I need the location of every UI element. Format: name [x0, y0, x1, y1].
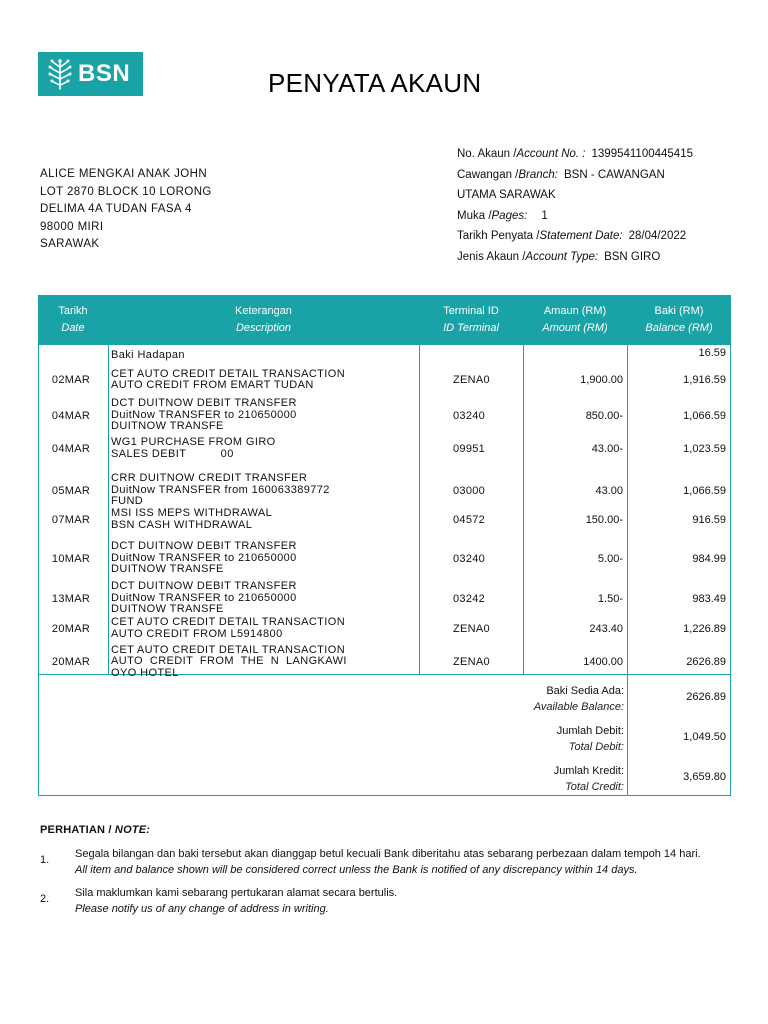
- description-line: OYO HOTEL: [111, 666, 179, 679]
- pages-row: [457, 206, 693, 227]
- notes-title: [40, 824, 150, 836]
- description-line: AUTO CREDIT FROM EMART TUDAN: [111, 379, 314, 391]
- cell-amount: 43.00-: [591, 442, 623, 455]
- account-number-value: 1399541100445415: [591, 148, 693, 160]
- available-balance-label-en: Available Balance:: [533, 701, 624, 713]
- total-debit-label-ms: Jumlah Debit:: [556, 725, 624, 737]
- header-date-ms: Tarikh: [58, 305, 88, 317]
- column-divider: [627, 675, 628, 795]
- description-line: SALES DEBIT 00: [111, 447, 234, 460]
- cell-date: 04MAR: [51, 442, 91, 455]
- cell-terminal: ZENA0: [453, 374, 490, 386]
- cell-date: 04MAR: [51, 409, 91, 422]
- header-terminal-en: ID Terminal: [443, 322, 499, 334]
- cell-description: [109, 617, 420, 640]
- available-balance-label: [534, 683, 624, 715]
- note-number: 2.: [40, 893, 50, 905]
- notes-title-ms: PERHATIAN /: [40, 824, 115, 836]
- description-line: DUITNOW TRANSFE: [111, 420, 224, 433]
- header-amount: [523, 295, 627, 345]
- note-text-ms: Segala bilangan dan baki tersebut akan dianggap betul kecuali Bank diberitahu atas sebarang perbezaan dalam tempoh 14 hari.: [75, 848, 701, 860]
- statement-date-label: Tarikh Penyata /: [457, 230, 540, 242]
- cell-balance: 1,066.59: [683, 484, 726, 497]
- header-terminal: [419, 295, 523, 345]
- address-line: 98000 MIRI: [40, 220, 104, 233]
- available-balance-label-ms: Baki Sedia Ada:: [546, 685, 624, 697]
- total-credit-label-en: Total Credit:: [565, 781, 624, 793]
- cell-description: [109, 581, 420, 616]
- header-description-en: Description: [235, 322, 292, 334]
- table-row: [39, 397, 730, 434]
- header-date: [38, 295, 108, 345]
- header-amount-en: Amount (RM): [542, 322, 608, 334]
- cell-balance: 1,066.59: [683, 409, 726, 422]
- branch-value-2: UTAMA SARAWAK: [457, 189, 556, 201]
- cell-amount: 1.50-: [597, 592, 623, 605]
- address-line: LOT 2870 BLOCK 10 LORONG: [40, 185, 212, 198]
- cell-terminal: ZENA0: [453, 656, 490, 668]
- available-balance-value: 2626.89: [686, 691, 726, 703]
- header-balance-ms: Baki (RM): [654, 305, 704, 317]
- cell-balance: 1,023.59: [683, 442, 726, 455]
- cell-terminal: ZENA0: [453, 622, 490, 635]
- note-text-ms: Sila maklumkan kami sebarang pertukaran alamat secara bertulis.: [75, 887, 398, 899]
- header-description: [108, 295, 419, 345]
- pages-value: 1: [541, 209, 548, 222]
- branch-row: [457, 165, 693, 186]
- table-body: [38, 345, 731, 679]
- table-row: [39, 580, 730, 617]
- pages-label-en: Pages:: [491, 209, 528, 222]
- description-line: FUND: [111, 495, 144, 508]
- pages-label: Muka /: [457, 209, 492, 222]
- header-description-ms: Keterangan: [235, 305, 292, 317]
- address-line: ALICE MENGKAI ANAK JOHN: [40, 168, 208, 180]
- cell-date: 05MAR: [51, 484, 91, 497]
- account-type-value: BSN GIRO: [604, 250, 661, 263]
- branch-value: BSN - CAWANGAN: [564, 168, 665, 181]
- bsn-logo: [38, 52, 143, 96]
- description-line: DCT DUITNOW DEBIT TRANSFER: [111, 580, 297, 593]
- address-line: SARAWAK: [40, 238, 100, 250]
- total-debit-label: [557, 723, 624, 755]
- description-line: Baki Hadapan: [111, 348, 185, 361]
- account-type-label: Jenis Akaun /: [457, 250, 526, 263]
- cell-terminal: 03000: [453, 484, 486, 497]
- cell-balance: 16.59: [698, 347, 726, 359]
- statement-date-row: [457, 226, 693, 247]
- description-line: DuitNow TRANSFER from 160063389772: [111, 483, 330, 496]
- table-row: [39, 436, 730, 461]
- total-credit-label-ms: Jumlah Kredit:: [553, 765, 624, 777]
- description-line: CET AUTO CREDIT DETAIL TRANSACTION: [111, 616, 346, 628]
- header-amount-ms: Amaun (RM): [543, 305, 607, 317]
- cell-balance: 1,226.89: [683, 622, 726, 635]
- cell-amount: 850.00-: [585, 409, 623, 422]
- cell-date: 02MAR: [51, 374, 91, 386]
- cell-date: 07MAR: [51, 513, 91, 526]
- table-row: [39, 540, 730, 577]
- table-row: [39, 472, 730, 509]
- table-row: [39, 507, 730, 532]
- account-number-label: No. Akaun /: [457, 148, 517, 160]
- branch-label: Cawangan /: [457, 168, 519, 181]
- description-line: CRR DUITNOW CREDIT TRANSFER: [111, 472, 308, 485]
- description-line: DuitNow TRANSFER to 210650000: [111, 591, 297, 604]
- table-row: [39, 367, 730, 393]
- header-balance: [627, 295, 731, 345]
- cell-description: [109, 473, 420, 508]
- statement-date-value: 28/04/2022: [628, 230, 687, 242]
- cell-amount: 1400.00: [583, 656, 623, 668]
- description-line: AUTO CREDIT FROM THE N LANGKAWI: [111, 655, 347, 668]
- note-text-en: All item and balance shown will be considered correct unless the Bank is notified of any discrepancy within 14 days.: [75, 864, 638, 876]
- cell-terminal: 09951: [453, 442, 486, 455]
- cell-description: [109, 350, 420, 362]
- table-row: [39, 616, 730, 641]
- address-line: DELIMA 4A TUDAN FASA 4: [40, 203, 192, 215]
- notes-title-en: NOTE:: [114, 824, 151, 836]
- cell-date: 20MAR: [51, 656, 91, 668]
- total-debit-value: 1,049.50: [683, 731, 726, 743]
- cell-description: [109, 437, 420, 460]
- cell-amount: 150.00-: [585, 513, 623, 526]
- note-text-en: Please notify us of any change of address in writing.: [75, 903, 329, 915]
- branch-row-2: [457, 185, 693, 206]
- account-number-label-en: Account No. :: [516, 148, 586, 160]
- cell-description: [109, 508, 420, 531]
- account-number-row: [457, 144, 693, 165]
- cell-amount: 5.00-: [597, 552, 623, 565]
- total-credit-value: 3,659.80: [683, 771, 726, 783]
- description-line: DCT DUITNOW DEBIT TRANSFER: [111, 540, 297, 553]
- description-line: DuitNow TRANSFER to 210650000: [111, 408, 297, 421]
- total-debit-label-en: Total Debit:: [568, 741, 624, 753]
- cell-balance: 1,916.59: [683, 374, 726, 386]
- cell-amount: 43.00: [595, 484, 623, 497]
- cell-description: [109, 369, 420, 392]
- account-details: [457, 144, 693, 267]
- description-line: DuitNow TRANSFER to 210650000: [111, 551, 297, 564]
- cell-terminal: 04572: [453, 513, 486, 526]
- description-line: CET AUTO CREDIT DETAIL TRANSACTION: [111, 643, 346, 656]
- header-terminal-ms: Terminal ID: [443, 305, 499, 317]
- cell-amount: 243.40: [589, 622, 623, 635]
- account-type-label-en: Account Type:: [525, 250, 599, 263]
- cell-date: 20MAR: [51, 622, 91, 635]
- cell-amount: 1,900.00: [580, 374, 623, 386]
- statement-date-label-en: Statement Date:: [539, 230, 623, 242]
- cell-terminal: 03240: [453, 409, 486, 422]
- cell-balance: 916.59: [692, 513, 726, 526]
- branch-label-en: Branch:: [518, 168, 559, 181]
- cell-description: [109, 541, 420, 576]
- description-line: DUITNOW TRANSFE: [111, 603, 224, 616]
- cell-balance: 984.99: [692, 552, 726, 565]
- transactions-table: [38, 295, 731, 796]
- summary-box: [38, 675, 731, 796]
- table-header: [38, 295, 731, 345]
- tree-icon: [46, 57, 74, 91]
- cell-date: 10MAR: [51, 552, 91, 565]
- description-line: AUTO CREDIT FROM L5914800: [111, 627, 283, 640]
- total-credit-label: [554, 763, 624, 795]
- cell-terminal: 03240: [453, 552, 486, 565]
- cell-balance: 983.49: [692, 592, 726, 605]
- description-line: CET AUTO CREDIT DETAIL TRANSACTION: [111, 367, 346, 380]
- table-row: [39, 347, 730, 364]
- logo-text: BSN: [78, 60, 131, 87]
- description-line: BSN CASH WITHDRAWAL: [111, 518, 253, 531]
- customer-address: [40, 166, 212, 254]
- cell-date: 13MAR: [51, 592, 91, 605]
- notes-section: [40, 824, 701, 915]
- cell-terminal: 03242: [453, 592, 486, 605]
- cell-balance: 2626.89: [686, 656, 726, 668]
- note-number: 1.: [40, 854, 50, 866]
- description-line: DUITNOW TRANSFE: [111, 563, 224, 576]
- page-title: PENYATA AKAUN: [268, 68, 482, 98]
- header-date-en: Date: [61, 322, 85, 334]
- description-line: WG1 PURCHASE FROM GIRO: [111, 436, 276, 448]
- cell-description: [109, 398, 420, 433]
- account-type-row: [457, 247, 693, 268]
- description-line: DCT DUITNOW DEBIT TRANSFER: [111, 397, 297, 410]
- header-balance-en: Balance (RM): [645, 322, 713, 334]
- description-line: MSI ISS MEPS WITHDRAWAL: [111, 507, 273, 519]
